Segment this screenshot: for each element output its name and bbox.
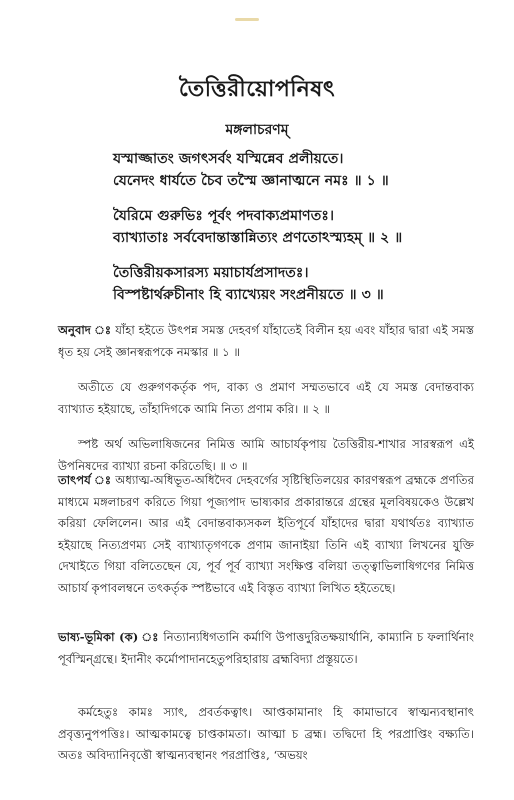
translation-paragraph-2: অতীতে যে গুরুগণকর্তৃক পদ, বাক্য ও প্রমাণ সম্মতভাবে এই যে সমস্ত বেদান্তবাক্য ব্যাখ্যাত হইয়াছে, তাঁহাদিগকে আমি নিত্য প্রণাম করি। ॥ ২ ॥ xyxy=(58,380,474,416)
verse-1 xyxy=(113,148,473,192)
bhashya-label: ভাষ্য-ভূমিকা (ক) ঃ xyxy=(58,630,160,644)
purport-label: তাৎপর্য ঃ xyxy=(58,473,112,487)
bhashya-paragraph xyxy=(58,627,474,670)
verse-2 xyxy=(113,205,473,249)
bhashya-text: নিত্যান্যধিগতানি কর্মাণি উপাত্তদুরিতক্ষয়ার্থানি, কাম্যানি চ ফলার্থিনাং পূর্বস্মিন্গ্রন্থে। ইদানীং কর্মোপাদানহেতুপরিহারায় ব্রহ্মবিদ্যা প্রস্তূয়তে। xyxy=(58,630,474,666)
verse-line: যস্মাজ্জাতং জগৎসর্বং যস্মিন্নেব প্রলীয়তে। xyxy=(113,151,344,167)
translation-text: যাঁহা হইতে উৎপন্ন সমস্ত দেহবর্গ যাঁহাতেই বিলীন হয় এবং যাঁহার দ্বারা এই সমস্ত ধৃত হয় সেই জ্ঞানস্বরূপকে নমস্কার ॥ ১ ॥ xyxy=(58,323,474,359)
translation-paragraph xyxy=(58,320,474,363)
translation-label: অনুবাদ ঃ xyxy=(58,323,112,337)
verse-line: যৈরিমে গুরুভিঃ পূর্বং পদবাক্যপ্রমাণতঃ। xyxy=(113,208,335,224)
verse-line: ব্যাখ্যাতাঃ সর্ববেদান্তাস্তান্নিত্যং প্রণতোঽস্ম্যহম্ ॥ ২ ॥ xyxy=(113,230,403,246)
verse-3 xyxy=(113,262,473,306)
page-subtitle: মঙ্গলাচরণম্ xyxy=(225,122,289,138)
page-title: তৈত্তিরীয়োপনিষৎ xyxy=(178,76,336,102)
verse-line: তৈত্তিরীয়কসারস্য ময়াচার্যপ্রসাদতঃ। xyxy=(113,265,309,281)
purport-paragraph xyxy=(58,470,474,599)
translation-paragraph-3: স্পষ্ট অর্থ অভিলাষিজনের নিমিত্ত আমি আচার্যকৃপায় তৈত্তিরীয়-শাখার সারস্বরূপ এই উপনিষদের ব্যাখ্যা রচনা করিতেছি। ॥ ৩ ॥ xyxy=(58,437,474,473)
verse-line: যেনেদং ধার্যতে চৈব তস্মৈ জ্ঞানাত্মনে নমঃ ॥ ১ ॥ xyxy=(113,173,389,189)
verse-line: বিস্পষ্টার্থরুচীনাং হি ব্যাখ্যেয়ং সংপ্রনীয়তে ॥ ৩ ॥ xyxy=(113,287,384,303)
page-top-mark xyxy=(235,18,259,21)
bhashya-paragraph-2: কর্মহেতুঃ কামঃ স্যাৎ, প্রবর্তকত্বাৎ। আপ্তকামানাং হি কামাভাবে স্বাত্মন্যবস্থানাৎ প্রবৃত্ত্যনুপপত্তিঃ। আত্মকামত্বে চাপ্তকামতা। আত্মা চ ব্রহ্ম। তদ্বিদো হি পরপ্রাপ্তিং বক্ষ্যতি। অতঃ অবিদ্যানিবৃত্তৌ স্বাত্মন্যবস্থানং পরপ্রাপ্তিঃ, ‘অভয়ং xyxy=(58,705,474,762)
purport-text: অধ্যাত্ম-অধিভূত-অধিদৈব দেহবর্গের সৃষ্টিস্থিতিলয়ের কারণস্বরূপ ব্রহ্মকে প্রণতির মাধ্যমে মঙ্গলাচরণ করিতে গিয়া পূজ্যপাদ ভাষ্যকার প্রকারান্তরে গ্রন্থের মূলবিষয়কেও উল্লেখ করিয়া ফেলিলেন। আর এই বেদান্তবাক্যসকল ইতিপূর্বে যাঁহাদের দ্বারা যথার্থতঃ ব্যাখ্যাত হইয়াছে নিত্যপ্রণম্য সেই ব্যাখ্যাতৃগণকে প্রণাম জানাইয়া তিনি এই ব্যাখ্যা লিখনের যুক্তি দেখাইতে গিয়া বলিতেছেন যে, পূর্ব পূর্ব ব্যাখ্যা সংক্ষিপ্ত বলিয়া তত্ত্বাভিলাষিগণের নিমিত্ত আচার্য কৃপাবলম্বনে তৎকর্তৃক স্পষ্টভাবে এই বিস্তৃত ব্যাখ্যা লিখিত হইতেছে। xyxy=(58,473,474,595)
